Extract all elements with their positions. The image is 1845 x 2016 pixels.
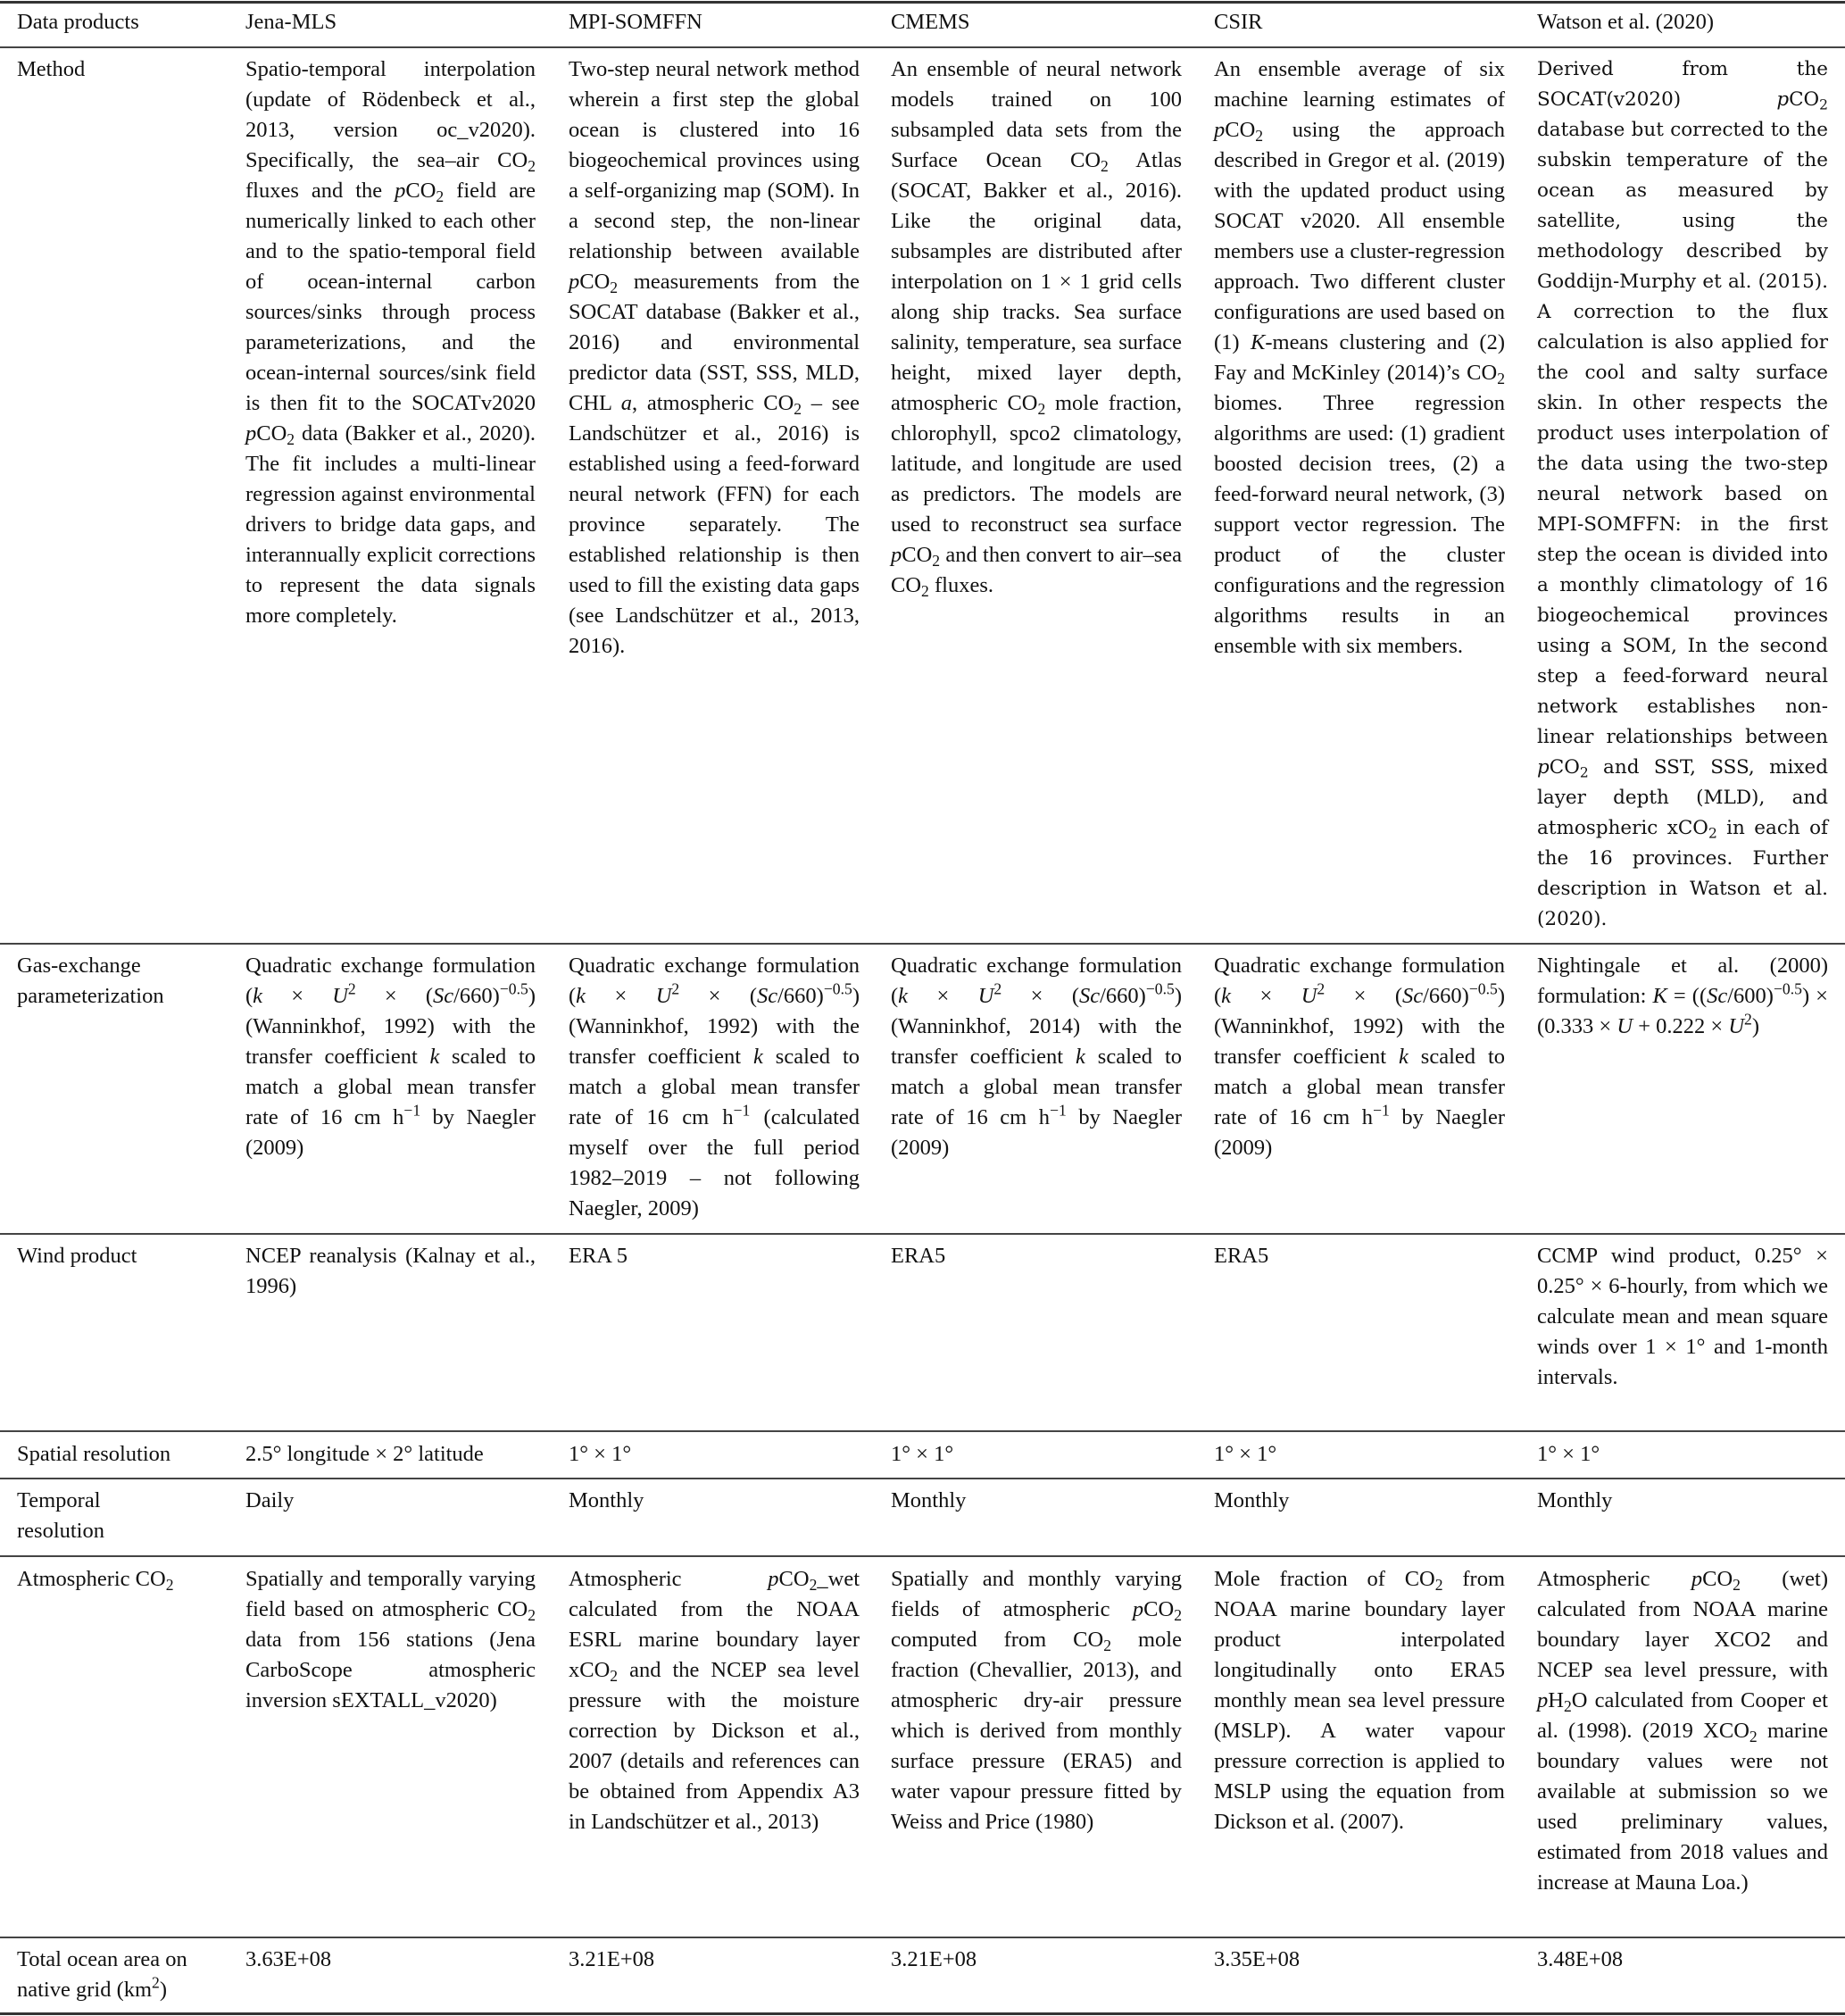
cell-text: (calculated myself over the full period 1982–2019 – not following Naegler, 2009) (569, 1105, 860, 1220)
table-cell (891, 1945, 1182, 1975)
subscript-text: 2 (932, 551, 941, 570)
subscript-text: 2 (528, 156, 536, 175)
table-cell (245, 1945, 536, 1975)
cell-text: Wind product (17, 1244, 137, 1268)
subscript-text: 2 (1819, 96, 1828, 113)
table-cell (245, 951, 536, 1163)
cell-text: 3.48E+08 (1537, 1947, 1624, 1971)
subscript-text: 2 (1255, 126, 1264, 145)
header-cell-mpi-somffn (569, 7, 860, 37)
cell-text: by Naegler (2009) (891, 1105, 1182, 1160)
cell-text: Atmospheric (569, 1567, 769, 1591)
cell-text: Nightingale et al. (2000) formulation: (1537, 954, 1828, 1008)
subscript-text: 2 (1733, 1575, 1741, 1594)
table-cell (1214, 1486, 1505, 1516)
table-cell (569, 54, 860, 662)
cell-text: Derived from the SOCAT(v2020) (1537, 58, 1828, 111)
cell-text: (wet) calculated from NOAA marine boundary layer XCO2 and NCEP sea level pressure, with (1537, 1567, 1828, 1682)
cell-text: and SST, SSS, mixed layer depth (MLD), and atmospheric xCO (1537, 756, 1828, 839)
superscript-text: −1 (1373, 1101, 1390, 1120)
cell-text: ) (159, 1978, 168, 2002)
row-label (17, 1241, 227, 1271)
cell-text: CO (1702, 1567, 1733, 1591)
cell-text: p (245, 421, 257, 446)
cell-text: K (1652, 984, 1667, 1008)
cell-text: ERA5 (891, 1244, 946, 1268)
cell-text: CO (256, 421, 287, 446)
cell-text: mole fraction, chlorophyll, spco2 climatology, latitude, and longitude are used as predictors. The models are used to reconstruct sea surface (891, 391, 1182, 537)
cell-text: fluxes. (928, 573, 993, 597)
cell-text: O calculated from Cooper et al. (1998). (2019 XCO (1537, 1688, 1828, 1743)
cell-text: Monthly (1214, 1488, 1290, 1512)
cell-text: MPI-SOMFFN (569, 10, 702, 34)
cell-text: by Naegler (2009) (245, 1105, 536, 1160)
cell-text: data from 156 stations (Jena CarboScope atmospheric inversion sEXTALL_v2020) (245, 1628, 536, 1712)
row-label (17, 1439, 227, 1470)
cell-text: × ( (355, 984, 433, 1008)
header-cell-jena-mls (245, 7, 536, 37)
cell-text: marine boundary values were not available at submission so we used preliminary values, estimated from 2018 values and increase at Mauna Loa.) (1537, 1719, 1828, 1895)
superscript-text: 2 (152, 1973, 160, 1992)
cell-text: ERA5 (1214, 1244, 1269, 1268)
table-top-rule (0, 1, 1845, 4)
table-cell (891, 1486, 1182, 1516)
subscript-text: 2 (1037, 399, 1046, 418)
table-cell (1214, 54, 1505, 662)
table-cell (1537, 1439, 1828, 1470)
cell-text: NCEP reanalysis (Kalnay et al., 1996) (245, 1244, 536, 1298)
cell-text: Two-step neural network method wherein a first step the global ocean is clustered into 16 biogeochemical provinces using a self-organizing map (SOM). In a second step, the non-linear relationship between available (569, 57, 860, 263)
cell-text: k (898, 984, 909, 1008)
table-cell (1537, 54, 1828, 935)
table-cell (569, 1564, 860, 1837)
cell-text: /600) (1727, 984, 1774, 1008)
cell-text: mole fraction (Chevallier, 2013), and atmospheric dry-air pressure which is derived from monthly surface pressure (ERA5) and water vapour pressure fitted by Weiss and Price (1980) (891, 1628, 1182, 1834)
cell-text: Sc (757, 984, 778, 1008)
cell-text: Monthly (891, 1488, 967, 1512)
cell-text: -means clustering and (2) Fay and McKinley (2014)’s CO (1214, 330, 1505, 385)
cell-text: ) (Wanninkhof, 1992) with the transfer coefficient (569, 984, 860, 1069)
cell-text: ) (1751, 1014, 1760, 1038)
superscript-text: 2 (671, 979, 680, 998)
cell-text: a (620, 391, 633, 415)
cell-text: Quadratic exchange formulation ( (245, 954, 536, 1008)
cell-text: k (1398, 1045, 1409, 1069)
cell-text: CO (1143, 1597, 1175, 1621)
row-label (17, 1564, 227, 1595)
cell-text: ) × (0.333 × (1537, 984, 1828, 1038)
superscript-text: 2 (1317, 979, 1326, 998)
subscript-text: 2 (1174, 1605, 1182, 1624)
subscript-text: 2 (1434, 1575, 1443, 1594)
cell-text: field are numerically linked to each other and to the spatio-temporal field of ocean-internal carbon sources/sinks through process parameterizations, and the ocean-internal sources/sink field is then fit to the SOCATv2020 (245, 179, 536, 415)
cell-text: Watson et al. (2020) (1537, 10, 1715, 34)
table-cell (245, 54, 536, 631)
row-label (17, 54, 227, 85)
subscript-text: 2 (809, 1575, 818, 1594)
cell-text: H (1548, 1688, 1564, 1712)
cell-text: Atlas (SOCAT, Bakker et al., 2016). Like the original data, subsamples are distributed after interpolation on 1 × 1 grid cells along ship tracks. Sea surface salinity, temperature, sea surface height, mixed layer depth, atmospheric CO (891, 148, 1182, 415)
cell-text: scaled to match a global mean transfer rate of 16 cm h (245, 1045, 536, 1129)
cell-text: CO (1225, 118, 1256, 142)
superscript-text: −0.5 (1145, 979, 1175, 998)
row-label (17, 951, 227, 1012)
cell-text: U (1301, 984, 1317, 1008)
row-label (17, 1486, 178, 1546)
cell-text: = (( (1666, 984, 1708, 1008)
cell-text: × ( (1001, 984, 1079, 1008)
cell-text: Quadratic exchange formulation ( (891, 954, 1182, 1008)
cell-text: /660) (453, 984, 500, 1008)
cell-text: U (655, 984, 672, 1008)
cell-text: p (891, 543, 902, 567)
cell-text: ) (Wanninkhof, 2014) with the transfer coefficient (891, 984, 1182, 1069)
table-cell (1214, 1945, 1505, 1975)
cell-text: CO (1789, 88, 1820, 111)
table-cell (245, 1439, 536, 1470)
cell-text: p (768, 1567, 779, 1591)
cell-text: Sc (1707, 984, 1728, 1008)
cell-text: database but corrected to the subskin temperature of the ocean as measured by satellite, using the methodology described by Goddijn-Murphy et al. (2015). A correction to the flux calculation is also applied for the cool and salty surface skin. In other respects the product uses interpolation of the data using the two-step neural network based on MPI-SOMFFN: in the first step the ocean is divided into a monthly climatology of 16 biogeochemical provinces using a SOM, In the second step a feed-forward neural network establishes non-linear relationships between (1537, 119, 1828, 748)
cell-text: , atmospheric CO (632, 391, 794, 415)
table-cell (1537, 1486, 1828, 1516)
cell-text: U (977, 984, 994, 1008)
cell-text: p (1537, 756, 1550, 779)
table-cell (569, 1439, 860, 1470)
cell-text: Quadratic exchange formulation ( (1214, 954, 1505, 1008)
cell-text: fluxes and the (245, 179, 395, 203)
superscript-text: −0.5 (1773, 979, 1802, 998)
cell-text: CO (579, 270, 611, 294)
cell-text: _wet calculated from the NOAA ESRL marine boundary layer xCO (569, 1567, 860, 1682)
cell-text: 3.35E+08 (1214, 1947, 1301, 1971)
table-cell (891, 1241, 1182, 1271)
header-rule (0, 46, 1845, 48)
cell-text: ) (Wanninkhof, 1992) with the transfer coefficient (1214, 984, 1505, 1069)
table-cell (1537, 1564, 1828, 1898)
cell-text: CSIR (1214, 10, 1263, 34)
subscript-text: 2 (165, 1575, 174, 1594)
cell-text: K (1251, 330, 1266, 354)
cell-text: scaled to match a global mean transfer rate of 16 cm h (569, 1045, 860, 1129)
subscript-text: 2 (287, 429, 295, 448)
row-divider (0, 1937, 1845, 1938)
header-cell-data-products (17, 7, 227, 37)
cell-text: p (1132, 1597, 1144, 1621)
superscript-text: −1 (733, 1101, 751, 1120)
cell-text: Daily (245, 1488, 295, 1512)
subscript-text: 2 (1708, 825, 1717, 842)
cell-text: Spatial resolution (17, 1442, 171, 1466)
cell-text: p (395, 179, 406, 203)
row-label (17, 1945, 227, 2005)
cell-text: k (576, 984, 586, 1008)
table-cell (891, 1439, 1182, 1470)
cell-text: and then convert to air–sea CO (891, 543, 1182, 597)
superscript-text: −0.5 (823, 979, 852, 998)
cell-text: × ( (1325, 984, 1402, 1008)
cell-text: Method (17, 57, 86, 81)
cell-text: × (262, 984, 333, 1008)
cell-text: p (1214, 118, 1226, 142)
subscript-text: 2 (436, 187, 445, 205)
cell-text: /660) (777, 984, 824, 1008)
subscript-text: 2 (528, 1605, 536, 1624)
subscript-text: 2 (1497, 369, 1505, 387)
cell-text: and the NCEP sea level pressure with the moisture correction by Dickson et al., 2007 (details and references can be obtained from Appendix A3 in Landschützer et al., 2013) (569, 1658, 860, 1834)
cell-text: 3.21E+08 (569, 1947, 655, 1971)
subscript-text: 2 (1101, 156, 1109, 175)
subscript-text: 2 (1579, 764, 1589, 781)
table-cell (569, 1945, 860, 1975)
subscript-text: 2 (1563, 1696, 1572, 1715)
cell-text: 1° × 1° (569, 1442, 632, 1466)
cell-text: from NOAA marine boundary layer product interpolated longitudinally onto ERA5 monthly mean sea level pressure (MSLP). A water vapour pressure correction is applied to MSLP using the equation from Dickson et al. (2007). (1214, 1567, 1506, 1834)
cell-text: p (1691, 1567, 1703, 1591)
table-cell (1214, 1564, 1505, 1837)
cell-text: Jena-MLS (245, 10, 337, 34)
table-cell (245, 1486, 536, 1516)
cell-text: k (429, 1045, 440, 1069)
subscript-text: 2 (921, 581, 929, 600)
cell-text: Spatially and monthly varying fields of atmospheric (891, 1567, 1182, 1621)
cell-text: data (Bakker et al., 2020). The fit includes a multi-linear regression against environmental drivers to bridge data gaps, and interannually explicit corrections to represent the data signals more completely. (245, 421, 536, 628)
cell-text: Mole fraction of CO (1214, 1567, 1435, 1591)
cell-text: k (253, 984, 263, 1008)
cell-text: p (569, 270, 580, 294)
cell-text: + 0.222 × (1633, 1014, 1729, 1038)
cell-text: Spatio-temporal interpolation (update of Rödenbeck et al., 2013, version oc_v2020). Specifically, the sea–air CO (245, 57, 536, 172)
superscript-text: −0.5 (1468, 979, 1498, 998)
cell-text: Sc (433, 984, 454, 1008)
cell-text: biomes. Three regression algorithms are used: (1) gradient boosted decision trees, (2) a feed-forward neural network, (3) support vector regression. The product of the cluster configurations and the regression algorithms results in an ensemble with six members. (1214, 391, 1505, 658)
cell-text: ERA 5 (569, 1244, 628, 1268)
cell-text: Monthly (569, 1488, 644, 1512)
cell-text: Quadratic exchange formulation ( (569, 954, 860, 1008)
cell-text: k (752, 1045, 763, 1069)
table-cell (891, 951, 1182, 1163)
superscript-text: 2 (347, 979, 356, 998)
cell-text: U (1616, 1014, 1633, 1038)
superscript-text: −1 (403, 1101, 421, 1120)
cell-text: /660) (1423, 984, 1469, 1008)
cell-text: U (1728, 1014, 1745, 1038)
row-divider (0, 1555, 1845, 1557)
subscript-text: 2 (1103, 1636, 1112, 1654)
cell-text: 3.63E+08 (245, 1947, 332, 1971)
cell-text: k (1075, 1045, 1085, 1069)
cell-text: by Naegler (2009) (1214, 1105, 1505, 1160)
cell-text: CO (902, 543, 933, 567)
cell-text: × (586, 984, 656, 1008)
table-cell (569, 951, 860, 1224)
cell-text: Data products (17, 10, 139, 34)
cell-text: Gas-exchange parameterization (17, 954, 164, 1008)
cell-text: Atmospheric CO (17, 1567, 166, 1591)
cell-text: CO (405, 179, 436, 203)
superscript-text: −0.5 (499, 979, 528, 998)
superscript-text: 2 (1744, 1010, 1752, 1029)
cell-text: Atmospheric (1537, 1567, 1691, 1591)
table-cell (1537, 1241, 1828, 1393)
row-divider (0, 1478, 1845, 1479)
table-cell (1537, 951, 1828, 1042)
table-cell (569, 1486, 860, 1516)
cell-text: computed from CO (891, 1628, 1104, 1652)
cell-text: × ( (679, 984, 757, 1008)
cell-text: p (1776, 88, 1790, 111)
table-cell (1214, 951, 1505, 1163)
cell-text: 1° × 1° (1537, 1442, 1600, 1466)
subscript-text: 2 (794, 399, 802, 418)
cell-text: in each of the 16 provinces. Further description in Watson et al. (2020). (1537, 817, 1829, 930)
cell-text: U (332, 984, 348, 1008)
table-cell (1214, 1439, 1505, 1470)
table-cell (1214, 1241, 1505, 1271)
table-cell (1537, 1945, 1828, 1975)
row-divider (0, 943, 1845, 945)
superscript-text: 2 (993, 979, 1002, 998)
subscript-text: 2 (610, 1666, 619, 1685)
cell-text: scaled to match a global mean transfer rate of 16 cm h (891, 1045, 1182, 1129)
cell-text: × (908, 984, 978, 1008)
subscript-text: 2 (610, 278, 619, 296)
header-cell-cmems (891, 7, 1182, 37)
cell-text: Sc (1402, 984, 1424, 1008)
cell-text: 1° × 1° (1214, 1442, 1277, 1466)
cell-text: 2.5° longitude × 2° latitude (245, 1442, 484, 1466)
cell-text: – see Landschützer et al., 2016) is established using a feed-forward neural network (FFN) for each province separately. The established relationship is then used to fill the existing data gaps (see Landschützer et al., 2013, 2016). (569, 391, 860, 658)
header-cell-watson (1537, 7, 1828, 37)
cell-text: × (1231, 984, 1301, 1008)
header-cell-csir (1214, 7, 1505, 37)
cell-text: Sc (1079, 984, 1101, 1008)
row-divider (0, 1430, 1845, 1432)
row-divider (0, 1233, 1845, 1235)
cell-text: 3.21E+08 (891, 1947, 977, 1971)
cell-text: using the approach described in Gregor et al. (2019) with the updated product using SOCAT v2020. All ensemble members use a cluster-regression approach. Two different cluster configurations are used based on (1) (1214, 118, 1505, 354)
superscript-text: −1 (1050, 1101, 1067, 1120)
cell-text: CO (1549, 756, 1580, 779)
cell-text: Monthly (1537, 1488, 1613, 1512)
cell-text: k (1221, 984, 1232, 1008)
table-cell (245, 1241, 536, 1302)
cell-text: Spatially and temporally varying field based on atmospheric CO (245, 1567, 536, 1621)
cell-text: ) (Wanninkhof, 1992) with the transfer coefficient (245, 984, 536, 1069)
table-cell (891, 54, 1182, 601)
cell-text: scaled to match a global mean transfer rate of 16 cm h (1214, 1045, 1505, 1129)
subscript-text: 2 (1749, 1727, 1758, 1745)
table-cell (569, 1241, 860, 1271)
cell-text: CCMP wind product, 0.25° × 0.25° × 6-hourly, from which we calculate mean and mean square winds over 1 × 1° and 1-month intervals. (1537, 1244, 1828, 1389)
cell-text: An ensemble average of six machine learning estimates of (1214, 57, 1505, 112)
cell-text: An ensemble of neural network models trained on 100 subsampled data sets from the Surface Ocean CO (891, 57, 1182, 172)
table-cell (891, 1564, 1182, 1837)
table-bottom-rule (0, 2012, 1845, 2015)
table-cell (245, 1564, 536, 1716)
cell-text: CMEMS (891, 10, 970, 34)
cell-text: p (1537, 1688, 1549, 1712)
cell-text: measurements from the SOCAT database (Bakker et al., 2016) and environmental predictor data (SST, SSS, MLD, CHL (569, 270, 860, 415)
cell-text: CO (778, 1567, 810, 1591)
cell-text: /660) (1100, 984, 1146, 1008)
cell-text: Total ocean area on native grid (km (17, 1947, 187, 2002)
cell-text: Temporal resolution (17, 1488, 104, 1543)
cell-text: 1° × 1° (891, 1442, 954, 1466)
